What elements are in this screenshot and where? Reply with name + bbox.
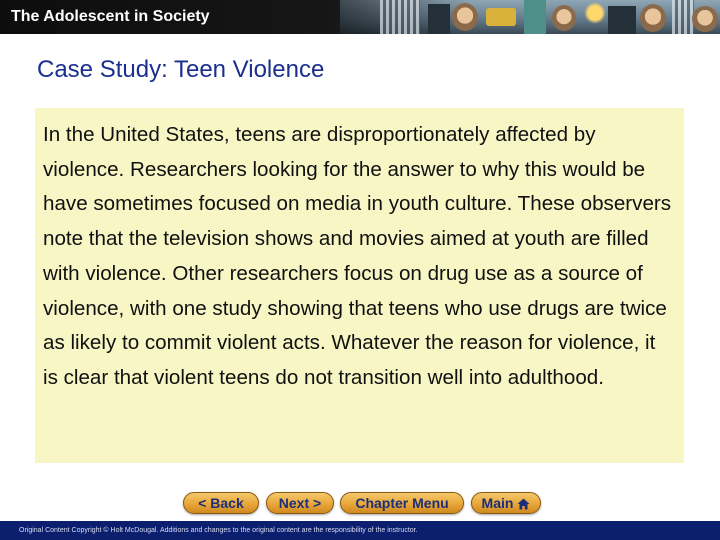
next-button-label: Next > [278,495,322,511]
copyright-text: Original Content Copyright © Holt McDougal. Additions and changes to the original content are the responsibility of the instructor. [19,527,418,534]
chapter-menu-button[interactable] [340,492,464,514]
content-panel [35,108,684,463]
main-button[interactable] [471,492,541,514]
next-button[interactable] [266,492,334,514]
footer-bar [0,521,720,540]
header-collage-image [340,0,720,34]
back-button[interactable] [183,492,259,514]
chapter-menu-label: Chapter Menu [355,495,449,511]
main-button-label: Main [481,495,514,511]
navigation-bar [0,492,720,514]
home-icon [517,497,530,509]
slide-title: Case Study: Teen Violence [37,56,325,83]
header-title: The Adolescent in Society [11,8,210,25]
header-banner [0,0,720,34]
content-text: In the United States, teens are disproportionately affected by violence. Researchers looking for the answer to why this would be have sometimes focused on media in youth culture. These observers note that the television shows and movies aimed at youth are filled with violence. Other researchers focus on drug use as a source of violence, with one study showing that teens who use drugs are twice as likely to commit violent acts. Whatever the reason for violence, it is clear that violent teens do not transition well into adulthood. [43,123,672,389]
back-button-label: < Back [198,495,244,511]
